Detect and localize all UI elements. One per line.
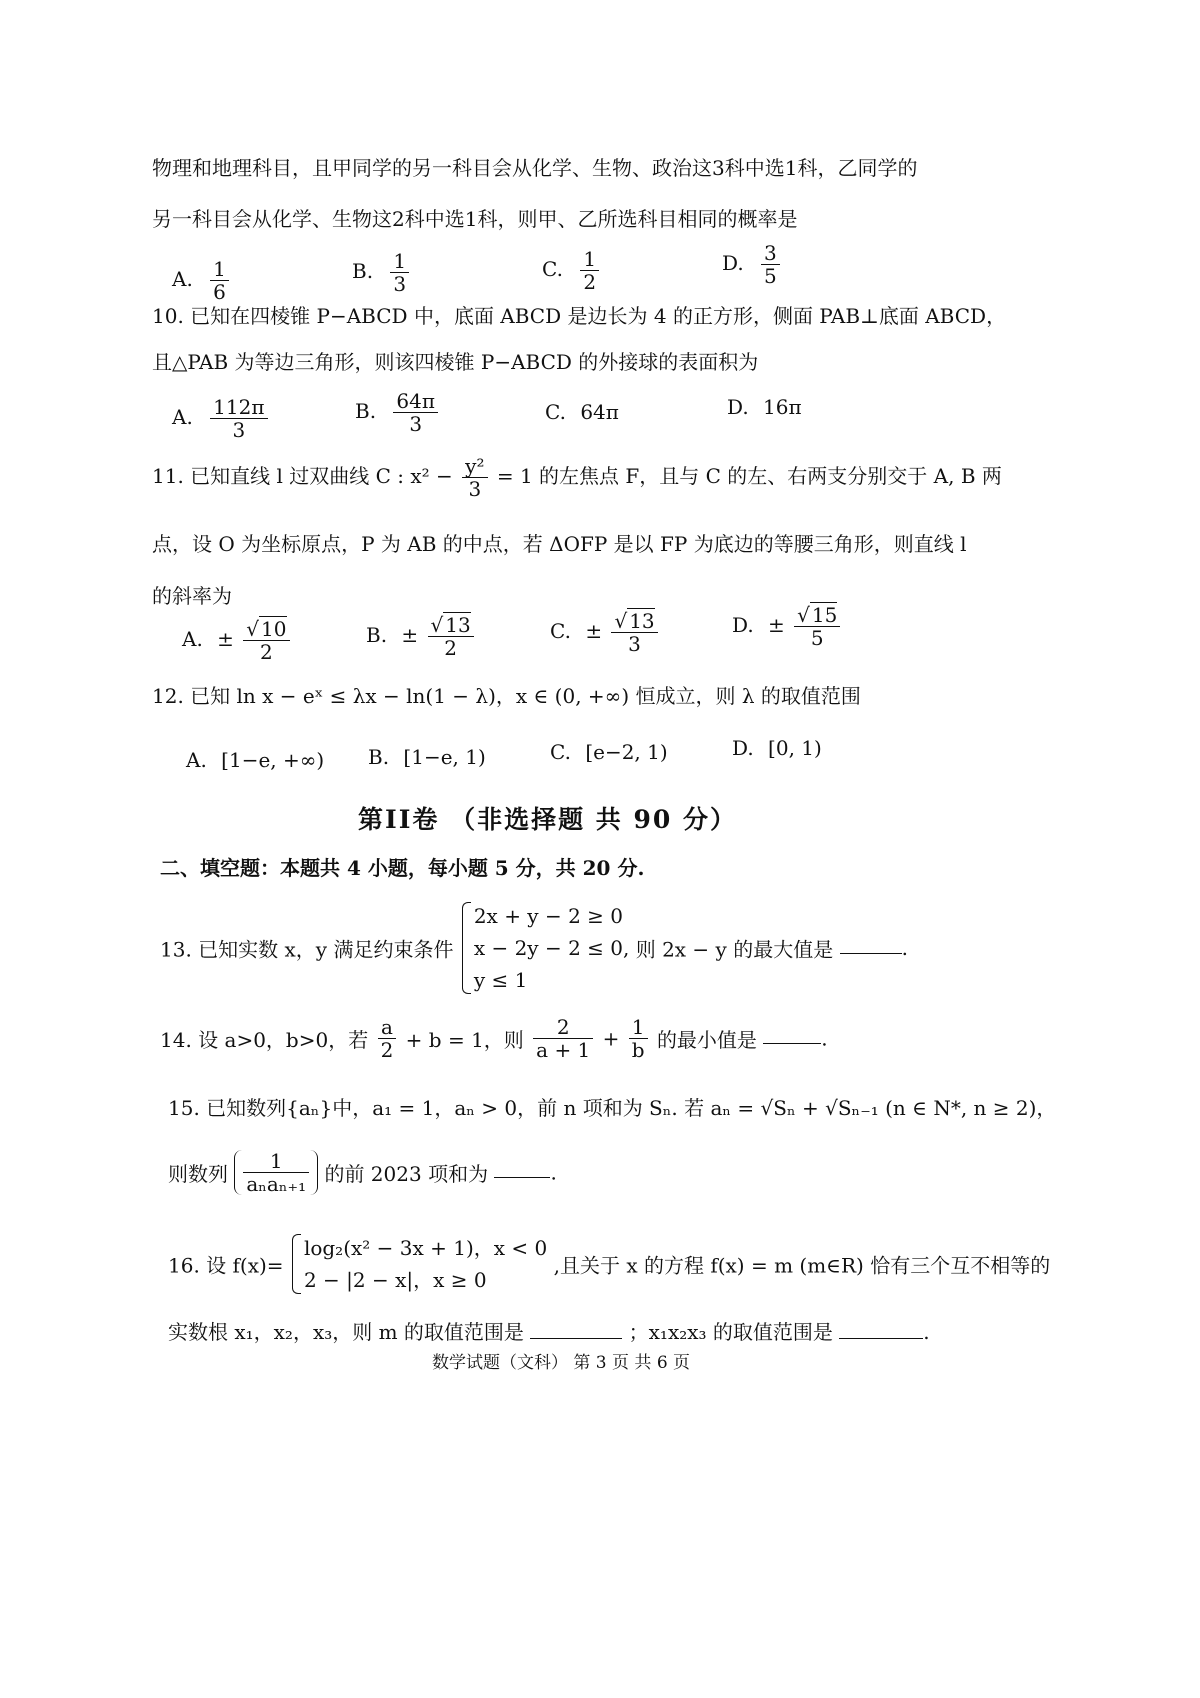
fraction: [761, 242, 780, 287]
q11-option-c: [550, 610, 661, 655]
frac-den: 3: [409, 412, 423, 436]
option-letter: B.: [368, 745, 390, 769]
q10-option-c: [545, 400, 619, 424]
option-letter: B.: [366, 623, 388, 647]
frac-num: a: [378, 1016, 397, 1039]
constraint-1: 2x + y − 2 ≥ 0: [473, 904, 623, 928]
frac-den: 3: [628, 632, 641, 656]
q9-option-a: [172, 258, 232, 303]
option-letter: C.: [550, 619, 571, 643]
frac-num: 1: [580, 248, 599, 271]
plus-minus: ±: [585, 619, 603, 643]
q15-end: .: [550, 1160, 557, 1185]
piece-2: 2 − |2 − x|，x ≥ 0: [303, 1268, 487, 1292]
page-footer: 数学试题（文科） 第 3 页 共 6 页: [432, 1353, 691, 1373]
q14-line: [160, 1016, 828, 1061]
frac-den: b: [631, 1038, 645, 1062]
q11-line2: 点，设 O 为坐标原点，P 为 AB 的中点，若 ΔOFP 是以 FP 为底边的等腰三角形，则直线 l: [152, 532, 967, 556]
frac-den: 2: [260, 640, 273, 664]
q11-post: = 1 的左焦点 F，且与 C 的左、右两支分别交于 A, B 两: [496, 464, 1002, 488]
frac-den: 6: [213, 280, 226, 304]
option-value: [0, 1): [768, 736, 822, 760]
q16-line2b: ；x₁x₂x₃ 的取值范围是: [628, 1320, 833, 1344]
fraction: [393, 390, 438, 435]
frac-num: √ 13: [611, 610, 657, 633]
q10-line1: 10. 已知在四棱锥 P−ABCD 中，底面 ABCD 是边长为 4 的正方形，侧面 PAB⊥底面 ABCD，: [152, 304, 1007, 328]
q16-post: ,且关于 x 的方程 f(x) = m (m∈R) 恰有三个互不相等的: [553, 1253, 1051, 1278]
frac-num: √ 13: [428, 614, 474, 637]
q10-line2: 且△PAB 为等边三角形，则该四棱锥 P−ABCD 的外接球的表面积为: [152, 350, 759, 374]
sqrt-radicand: 15: [811, 603, 838, 627]
option-value: 16π: [763, 395, 802, 419]
option-letter: B.: [355, 399, 377, 423]
q12-option-c: [550, 740, 668, 764]
option-letter: B.: [352, 259, 374, 283]
fraction: [462, 455, 487, 500]
q15-line2: [168, 1150, 557, 1195]
plus-minus: ±: [217, 627, 234, 651]
option-value: [e−2, 1): [585, 740, 668, 764]
option-letter: D.: [732, 736, 754, 760]
q15-post: 的前 2023 项和为: [324, 1162, 489, 1186]
sqrt-radicand: 13: [629, 609, 655, 633]
constraint-system: [460, 900, 630, 996]
q13-end: .: [901, 936, 908, 960]
frac-num: √ 15: [794, 604, 840, 627]
frac-num: 2: [533, 1016, 593, 1039]
q13-line: [160, 900, 908, 996]
frac-den: a + 1: [536, 1038, 591, 1062]
option-value: [1−e, 1): [403, 745, 486, 769]
answer-blank[interactable]: [840, 953, 902, 954]
q15-pre: 则数列: [168, 1162, 228, 1186]
option-letter: A.: [172, 405, 193, 429]
q16-pre: 16. 设 f(x)=: [168, 1253, 284, 1278]
fraction: [378, 1016, 397, 1061]
q10-option-d: [727, 395, 802, 419]
q12-option-a: [186, 748, 324, 772]
frac-num: 64π: [393, 390, 438, 413]
q11-line1: [152, 455, 1002, 500]
q11-option-d: [732, 604, 843, 649]
part2-title: 第II卷 （非选择题 共 90 分）: [358, 805, 737, 834]
option-letter: A.: [182, 627, 203, 651]
q9-option-c: [542, 248, 602, 293]
piece-1: log₂(x² − 3x + 1)，x < 0: [303, 1236, 548, 1260]
q9-line2: 另一科目会从化学、生物这2科中选1科，则甲、乙所选科目相同的概率是: [152, 207, 798, 231]
q12-option-d: [732, 736, 822, 760]
frac-num: 1: [390, 250, 409, 273]
fraction: [428, 614, 474, 659]
option-value: 64π: [580, 400, 619, 424]
q9-option-b: [352, 250, 412, 295]
constraint-3: y ≤ 1: [473, 968, 528, 992]
sequence-set: [234, 1150, 318, 1195]
frac-num: 112π: [210, 396, 267, 419]
q14-end: .: [821, 1026, 828, 1051]
frac-den: 3: [393, 272, 407, 296]
sqrt-radicand: 10: [261, 617, 287, 641]
fraction: [243, 618, 289, 663]
q16-line1: [168, 1232, 1050, 1296]
frac-num: y²: [462, 455, 487, 478]
q11-pre: 11. 已知直线 l 过双曲线 C : x² −: [152, 464, 453, 488]
fraction: [390, 250, 409, 295]
q11-line3: 的斜率为: [152, 584, 232, 608]
constraint-2: x − 2y − 2 ≤ 0,: [473, 936, 630, 960]
plus-minus: ±: [401, 623, 419, 647]
q11-option-a: [182, 618, 293, 663]
fraction: [794, 604, 840, 649]
q15-line1: 15. 已知数列{aₙ}中，a₁ = 1，aₙ > 0，前 n 项和为 Sₙ. 若 aₙ = √Sₙ + √Sₙ₋₁ (n ∈ N*, n ≥ 2)，: [168, 1096, 1057, 1120]
q10-option-b: [355, 390, 441, 435]
frac-den: 2: [583, 270, 597, 294]
q13-pre: 13. 已知实数 x，y 满足约束条件: [160, 937, 454, 962]
q9-option-d: [722, 242, 783, 287]
option-letter: C.: [542, 257, 563, 281]
option-letter: D.: [732, 613, 754, 637]
frac-den: 5: [810, 626, 824, 650]
answer-blank-m-range[interactable]: [530, 1338, 622, 1339]
q10-option-a: [172, 396, 271, 441]
frac-den: 5: [764, 264, 777, 288]
option-letter: D.: [722, 251, 744, 275]
q9-line1: 物理和地理科目，且甲同学的另一科目会从化学、生物、政治这3科中选1科，乙同学的: [152, 156, 918, 180]
frac-den: 2: [444, 636, 458, 660]
frac-den: aₙaₙ₊₁: [246, 1172, 307, 1196]
q14-pre: 14. 设 a>0，b>0，若: [160, 1028, 369, 1052]
q14-mid: + b = 1，则: [405, 1028, 524, 1052]
option-letter: A.: [186, 748, 207, 772]
option-letter: C.: [550, 740, 571, 764]
option-letter: C.: [545, 400, 566, 424]
option-letter: D.: [727, 395, 749, 419]
answer-blank[interactable]: [494, 1177, 550, 1178]
frac-den: 3: [232, 418, 246, 442]
section-fill-in-heading: 二、填空题：本题共 4 小题，每小题 5 分，共 20 分.: [160, 856, 645, 880]
q16-line2a: 实数根 x₁，x₂，x₃，则 m 的取值范围是: [168, 1320, 524, 1344]
fraction: [243, 1150, 309, 1195]
q11-option-b: [366, 614, 477, 659]
sqrt-radicand: 13: [445, 613, 471, 637]
q16-line2: [168, 1316, 930, 1345]
plus-sign: +: [602, 1026, 620, 1051]
option-value: [1−e, +∞): [221, 748, 325, 772]
fraction: [580, 248, 599, 293]
q12-option-b: [368, 745, 486, 769]
frac-num: 1: [210, 258, 229, 281]
answer-blank-product-range[interactable]: [839, 1338, 923, 1339]
q14-post: 的最小值是: [656, 1028, 757, 1052]
answer-blank[interactable]: [763, 1043, 821, 1044]
frac-den: 3: [468, 477, 482, 501]
frac-num: 1: [243, 1150, 309, 1173]
fraction: [629, 1016, 648, 1061]
fraction: [210, 396, 267, 441]
frac-num: 1: [629, 1016, 648, 1039]
frac-num: √ 10: [243, 618, 289, 641]
frac-num: 3: [761, 242, 780, 265]
fraction: [210, 258, 229, 303]
fraction: [611, 610, 657, 655]
fraction: [533, 1016, 593, 1061]
option-letter: A.: [172, 267, 193, 291]
q12-line: 12. 已知 ln x − eˣ ≤ λx − ln(1 − λ)，x ∈ (0, +∞) 恒成立，则 λ 的取值范围: [152, 684, 861, 708]
frac-den: 2: [380, 1038, 394, 1062]
q13-post: 则 2x − y 的最大值是: [635, 937, 834, 962]
q16-end: .: [923, 1320, 930, 1344]
piecewise-function: [290, 1232, 547, 1296]
plus-minus: ±: [768, 613, 785, 637]
